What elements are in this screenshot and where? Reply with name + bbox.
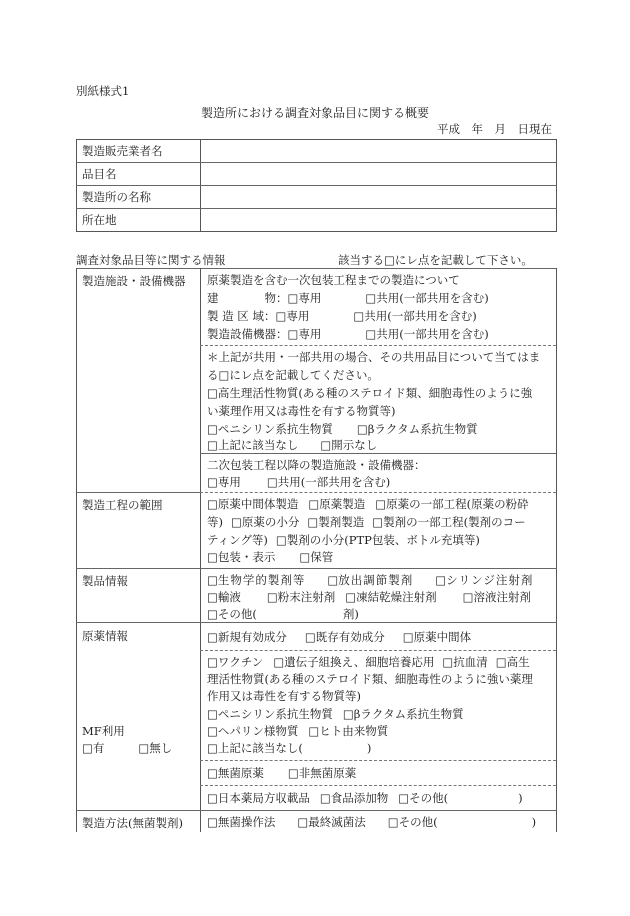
- shared-none: [207, 436, 377, 454]
- dashed-divider: [200, 785, 556, 786]
- checkbox-powder-injection[interactable]: [267, 590, 278, 604]
- option-label: その他(: [398, 815, 438, 829]
- table-right-border: [556, 268, 557, 832]
- option-label: 無し: [149, 741, 173, 755]
- api-line9: [207, 789, 523, 807]
- process-line1: [207, 495, 529, 513]
- checkbox-mf-yes[interactable]: [82, 741, 93, 755]
- label-facilities: 製造施設・設備機器: [82, 274, 186, 288]
- facility-name: 製 造 区 域：: [207, 309, 276, 323]
- option-label: その他(: [217, 607, 257, 621]
- api-line8: [207, 764, 356, 782]
- checkbox-existing-ingredient[interactable]: [305, 630, 316, 644]
- checkbox-building-dedicated[interactable]: [288, 291, 299, 305]
- checkbox-secondary-dedicated[interactable]: [207, 475, 218, 489]
- option-label: 等): [207, 515, 223, 529]
- facility-name: 製造設備機器：: [207, 327, 288, 341]
- checkbox-shared-beta-lactam[interactable]: [357, 422, 368, 436]
- table-column-divider: [200, 268, 201, 832]
- option-label: 専用: [298, 327, 322, 341]
- secondary-title: 二次包装工程以降の製造施設・設備機器：: [207, 458, 426, 472]
- option-label: ペニシリン系抗生物質: [217, 422, 333, 436]
- dashed-divider: [200, 650, 556, 651]
- option-label: ヘパリン様物質: [217, 724, 299, 738]
- document-title: 製造所における調査対象品目に関する概要: [200, 106, 429, 120]
- checkbox-biologics[interactable]: [207, 573, 218, 587]
- checkbox-api-intermediate[interactable]: [207, 497, 218, 511]
- process-line4: [207, 548, 333, 566]
- checkbox-infusion[interactable]: [207, 590, 218, 604]
- option-label: 共用(一部共用を含む): [376, 327, 489, 341]
- option-suffix: ): [518, 791, 523, 805]
- process-line3: [207, 531, 480, 549]
- date-line: 平成 年 月 日現在: [437, 122, 552, 136]
- shared-high-activity: [207, 384, 532, 402]
- form-number: 別紙様式1: [76, 84, 130, 98]
- option-label: βラクタム系抗生物質: [367, 422, 478, 436]
- option-label: 粉末注射剤: [277, 590, 336, 604]
- option-label: 共用(一部共用を含む): [277, 475, 391, 489]
- mf-options: [82, 740, 172, 756]
- label-manufacturing-method: 製造方法(無菌製剤): [82, 816, 183, 830]
- option-label: 開示なし: [331, 438, 378, 452]
- label-site-name: 製造所の名称: [82, 190, 151, 204]
- option-label: シリンジ注射剤: [446, 573, 534, 587]
- checkbox-syringe[interactable]: [435, 573, 446, 587]
- checkbox-high-activity[interactable]: [496, 655, 507, 669]
- option-label: 高生理活性物質(ある種のステロイド類、細胞毒性のように強: [217, 386, 533, 400]
- option-label: 既存有効成分: [315, 630, 385, 644]
- checkbox-api-other[interactable]: [398, 791, 409, 805]
- option-label: ワクチン: [217, 655, 264, 669]
- checkbox-equipment-shared[interactable]: [365, 327, 376, 341]
- option-label: 共用(一部共用を含む): [364, 309, 477, 323]
- checkbox-nonsterile-api[interactable]: [288, 766, 299, 780]
- table-top-border: [76, 268, 557, 269]
- option-label: 包装・表示: [217, 550, 276, 564]
- table-left-border: [76, 268, 77, 832]
- checkbox-shared-high-activity[interactable]: [207, 386, 218, 400]
- field-marketing-company[interactable]: [207, 143, 547, 159]
- option-label: 専用: [217, 475, 241, 489]
- checkbox-penicillin[interactable]: [207, 707, 218, 721]
- option-label: 上記に該当なし: [217, 438, 299, 452]
- option-label: 日本薬局方収載品: [217, 791, 310, 805]
- checkbox-terminal-sterilization[interactable]: [297, 815, 308, 829]
- dashed-divider: [200, 760, 556, 761]
- checkbox-shared-none[interactable]: [207, 438, 218, 452]
- product-line2: [207, 588, 531, 606]
- checkbox-area-dedicated[interactable]: [275, 309, 286, 323]
- option-label: 原薬中間体: [413, 630, 472, 644]
- option-label: 原薬製造: [319, 497, 366, 511]
- option-suffix: 剤): [342, 607, 359, 621]
- checkbox-api-manufacturing[interactable]: [308, 497, 319, 511]
- facility-name: 建 物：: [207, 291, 288, 305]
- section-header: 調査対象品目等に関する情報: [76, 253, 226, 267]
- option-label: 輸液: [217, 590, 241, 604]
- option-label: 高生: [506, 655, 530, 669]
- checkbox-beta-lactam[interactable]: [343, 707, 354, 721]
- option-label: 原薬の一部工程(原薬の粉砕: [386, 497, 529, 511]
- option-label: 無菌操作法: [217, 815, 276, 829]
- checkbox-food-additive[interactable]: [320, 791, 331, 805]
- facility-row-equipment: [207, 325, 489, 343]
- option-label: ペニシリン系抗生物質: [217, 707, 333, 721]
- facility-row-building: [207, 289, 489, 307]
- api-line7: [207, 739, 371, 757]
- option-label: 原薬中間体製造: [217, 497, 299, 511]
- label-api-info: 原薬情報: [82, 629, 128, 643]
- option-label: 食品添加物: [330, 791, 389, 805]
- shared-note-line2: る□にレ点を記載してください。: [207, 368, 379, 382]
- checkbox-aseptic[interactable]: [207, 815, 218, 829]
- option-label: 非無菌原薬: [298, 766, 357, 780]
- label-process-scope: 製造工程の範囲: [82, 498, 163, 512]
- checkbox-antiserum[interactable]: [442, 655, 453, 669]
- checkbox-freeze-dried[interactable]: [345, 590, 356, 604]
- process-line2: [207, 513, 526, 531]
- checkbox-storage[interactable]: [299, 550, 310, 564]
- checkbox-mf-no[interactable]: [138, 741, 149, 755]
- row-divider: [76, 568, 557, 569]
- option-label: βラクタム系抗生物質: [353, 707, 464, 721]
- option-label: 放出調節製剤: [338, 573, 414, 587]
- checkbox-formulation-subdivide[interactable]: [276, 533, 287, 547]
- checkbox-controlled-release[interactable]: [327, 573, 338, 587]
- method-line: [207, 813, 536, 831]
- row-divider: [76, 185, 557, 186]
- field-address[interactable]: [207, 212, 547, 228]
- dashed-divider: [200, 492, 556, 493]
- option-label: 製剤製造: [318, 515, 365, 529]
- secondary-options: [207, 473, 390, 491]
- option-label: 最終滅菌法: [308, 815, 366, 829]
- api-line4: 作用又は毒性を有する物質等): [207, 689, 361, 703]
- option-label: 上記に該当なし(: [217, 741, 303, 755]
- checkbox-shared-penicillin[interactable]: [207, 422, 218, 436]
- option-suffix: ): [531, 815, 537, 829]
- api-line6: [207, 722, 388, 740]
- checkbox-vaccine[interactable]: [207, 655, 218, 669]
- checkbox-new-ingredient[interactable]: [207, 630, 218, 644]
- row-divider: [76, 810, 557, 811]
- checkbox-human-derived[interactable]: [308, 724, 319, 738]
- product-line3: [207, 605, 359, 623]
- checkbox-api-intermediate-info[interactable]: [403, 630, 414, 644]
- api-line2: [207, 653, 530, 671]
- api-line5: [207, 705, 464, 723]
- checkbox-packaging[interactable]: [207, 550, 218, 564]
- option-suffix: ): [366, 741, 372, 755]
- checkbox-formulation[interactable]: [307, 515, 318, 529]
- checkbox-shared-undisclosed[interactable]: [320, 438, 331, 452]
- row-divider: [76, 492, 200, 493]
- option-label: 新規有効成分: [217, 630, 287, 644]
- option-label: 生物学的製剤等: [217, 573, 306, 587]
- label-marketing-company: 製造販売業者名: [82, 144, 163, 158]
- checkbox-building-shared[interactable]: [365, 291, 376, 305]
- checkbox-method-other[interactable]: [388, 815, 399, 829]
- option-label: ティング等): [207, 533, 268, 547]
- option-label: 無菌原薬: [217, 766, 264, 780]
- dashed-divider: [200, 345, 556, 346]
- option-label: 原薬の小分: [241, 515, 300, 529]
- option-label: ヒト由来物質: [319, 724, 389, 738]
- instruction-text: 該当する□にレ点を記載して下さい。: [338, 253, 533, 267]
- field-site-name[interactable]: [207, 189, 547, 205]
- checkbox-recombinant[interactable]: [273, 655, 284, 669]
- option-label: 製剤の小分(PTP包装、ボトル充填等): [286, 533, 480, 547]
- checkbox-area-shared[interactable]: [353, 309, 364, 323]
- option-label: 専用: [298, 291, 322, 305]
- shared-note-line1: ＊上記が共用・一部共用の場合、その共用品目について当てはま: [207, 350, 541, 364]
- row-divider: [76, 162, 557, 163]
- facilities-intro: 原薬製造を含む一次包装工程までの製造について: [207, 273, 460, 287]
- option-label: 抗血清: [453, 655, 488, 669]
- option-label: 製剤の一部工程(製剤のコー: [383, 515, 526, 529]
- label-product-info: 製品情報: [82, 574, 128, 588]
- option-label: 有: [92, 741, 105, 755]
- option-label: 保管: [310, 550, 334, 564]
- label-address: 所在地: [82, 213, 117, 227]
- option-label: 専用: [286, 309, 310, 323]
- label-mf-use: MF利用: [82, 724, 125, 738]
- checkbox-heparin[interactable]: [207, 724, 218, 738]
- row-divider: [76, 208, 557, 209]
- option-label: 共用(一部共用を含む): [376, 291, 489, 305]
- checkbox-jp-listed[interactable]: [207, 791, 218, 805]
- checkbox-solution-injection[interactable]: [463, 590, 474, 604]
- checkbox-product-other[interactable]: [207, 607, 218, 621]
- option-label: 凍結乾燥注射剤: [356, 590, 437, 604]
- checkbox-equipment-dedicated[interactable]: [288, 327, 299, 341]
- option-label: その他(: [409, 791, 449, 805]
- checkbox-api-partial[interactable]: [375, 497, 386, 511]
- facility-row-area: [207, 307, 477, 325]
- checkbox-secondary-shared[interactable]: [267, 475, 278, 489]
- option-label: 遺伝子組換え、細胞培養応用: [284, 655, 435, 669]
- checkbox-api-none[interactable]: [207, 741, 218, 755]
- product-line1: [207, 571, 533, 589]
- label-product-name: 品目名: [82, 167, 117, 181]
- checkbox-formulation-partial[interactable]: [372, 515, 383, 529]
- api-line1: [207, 628, 471, 646]
- field-product-name[interactable]: [207, 166, 547, 182]
- option-label: 溶液注射剤: [473, 590, 531, 604]
- checkbox-sterile-api[interactable]: [207, 766, 218, 780]
- api-line3: 理活性物質(ある種のステロイド類、細胞毒性のように強い薬理: [207, 672, 533, 686]
- shared-high-activity-cont: い薬理作用又は毒性を有する物質等): [207, 404, 396, 418]
- checkbox-api-subdivide[interactable]: [231, 515, 242, 529]
